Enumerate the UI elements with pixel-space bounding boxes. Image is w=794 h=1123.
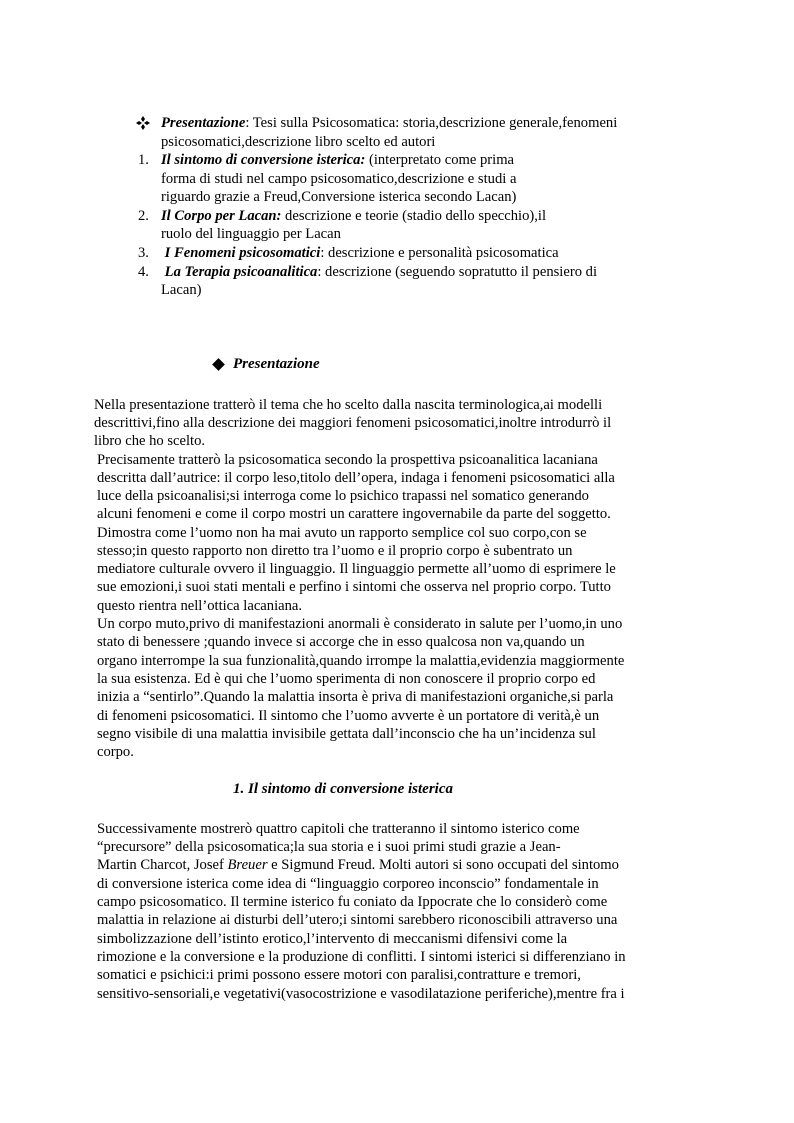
- toc-item-3-rest: : descrizione e personalità psicosomatica: [320, 245, 559, 261]
- names-part-c: e Sigmund Freud. Molti autori si sono occupati del sintomo: [267, 857, 619, 873]
- paragraph-line: sensitivo-sensoriali,e vegetativi(vasocostrizione e vasodilatazione periferiche),mentre fra i: [97, 986, 625, 1002]
- toc-item-1-label: Il sintomo di conversione isterica:: [161, 152, 366, 168]
- paragraph-line: somatici e psichici:i primi possono essere motori con paralisi,contratture e tremori,: [97, 967, 581, 983]
- paragraph-line: “precursore” della psicosomatica;la sua storia e i suoi primi studi grazie a Jean-: [97, 839, 561, 855]
- presentazione-heading: Presentazione: [233, 356, 320, 372]
- paragraph-line: Un corpo muto,privo di manifestazioni anormali è considerato in salute per l’uomo,in uno: [97, 616, 623, 632]
- four-diamond-bullet-icon: [136, 116, 150, 130]
- paragraph-line: descrittivi,fino alla descrizione dei maggiori fenomeni psicosomatici,inoltre introdurrò il: [94, 415, 612, 431]
- toc-item-3-label: I Fenomeni psicosomatici: [164, 245, 321, 261]
- toc-item-2-label: Il Corpo per Lacan:: [161, 208, 282, 224]
- toc-item-1-rest: (interpretato come prima: [365, 152, 515, 168]
- toc-item-2-rest: descrizione e teorie (stadio dello specchio),il: [281, 208, 547, 224]
- paragraph-line: questo rientra nell’ottica lacaniana.: [97, 598, 303, 614]
- paragraph-line: alcuni fenomeni e come il corpo mostri un carattere ingovernabile da parte del soggetto.: [97, 506, 611, 522]
- toc-item-4-label: La Terapia psicoanalitica: [164, 264, 318, 280]
- toc-item-4: [161, 263, 597, 282]
- toc-item-3: [161, 244, 559, 263]
- toc-intro-line2: psicosomatici,descrizione libro scelto ed autori: [161, 134, 436, 150]
- paragraph-line: simbolizzazione dell’istinto erotico,l’intervento di meccanismi difensivi come la: [97, 931, 568, 947]
- paragraph-line: campo psicosomatico. Il termine isterico fu coniato da Ippocrate che lo considerò come: [97, 894, 608, 910]
- toc-item-1-line3: riguardo grazie a Freud,Conversione isterica secondo Lacan): [161, 189, 517, 205]
- toc-item-4-rest: : descrizione (seguendo sopratutto il pensiero di: [317, 264, 597, 280]
- paragraph-line: di fenomeni psicosomatici. Il sintomo che l’uomo avverte è un portatore di verità,è un: [97, 708, 600, 724]
- toc-item-2-line2: ruolo del linguaggio per Lacan: [161, 226, 341, 242]
- paragraph-line: di conversione isterica come idea di “linguaggio corporeo inconscio” fondamentale in: [97, 876, 599, 892]
- paragraph-line: inizia a “sentirlo”.Quando la malattia insorta è priva di manifestazioni organiche,si parla: [97, 689, 614, 705]
- paragraph-line: [97, 856, 619, 875]
- paragraph-line: mediatore culturale ovvero il linguaggio. Il linguaggio permette all’uomo di esprimere le: [97, 561, 616, 577]
- toc-item-1: [161, 151, 514, 170]
- paragraph-line: corpo.: [97, 744, 134, 760]
- diamond-bullet-icon: [212, 358, 225, 371]
- paragraph-line: Nella presentazione tratterò il tema che ho scelto dalla nascita terminologica,ai modelli: [94, 397, 603, 413]
- toc-item-4-line2: Lacan): [161, 282, 202, 298]
- paragraph-line: libro che ho scelto.: [94, 433, 206, 449]
- paragraph-line: segno visibile di una malattia invisibile gettata dall’inconscio che ha un’incidenza sul: [97, 726, 596, 742]
- paragraph-line: rimozione e la conversione e la produzione di conflitti. I sintomi isterici si differenziano in: [97, 949, 626, 965]
- names-breuer: Breuer: [227, 857, 268, 873]
- toc-intro-label: Presentazione: [161, 115, 246, 131]
- paragraph-line: la sua esistenza. Ed è qui che l’uomo sperimenta di non conoscere il proprio corpo ed: [97, 671, 596, 687]
- toc-intro-line: [161, 114, 617, 133]
- paragraph-line: sue emozioni,i suoi stati mentali e perfino i sintomi che osserva nel proprio corpo. Tutto: [97, 579, 611, 595]
- paragraph-line: Dimostra come l’uomo non ha mai avuto un rapporto semplice col suo corpo,con se: [97, 525, 587, 541]
- paragraph-line: organo interrompe la sua funzionalità,quando irrompe la malattia,evidenzia maggiormente: [97, 653, 625, 669]
- toc-item-1-line2: forma di studi nel campo psicosomatico,descrizione e studi a: [161, 171, 517, 187]
- paragraph-line: luce della psicoanalisi;si interroga come lo psichico trapassi nel somatico generando: [97, 488, 589, 504]
- toc-intro-rest: : Tesi sulla Psicosomatica: storia,descrizione generale,fenomeni: [245, 115, 618, 131]
- paragraph-line: Successivamente mostrerò quattro capitoli che tratteranno il sintomo isterico come: [97, 821, 580, 837]
- toc-item-4-number: 4.: [138, 264, 149, 280]
- paragraph-line: descritta dall’autrice: il corpo leso,titolo dell’opera, indaga i fenomeni psicosomatici alla: [97, 470, 615, 486]
- toc-item-2: [161, 207, 546, 226]
- names-part-a: Martin Charcot, Josef: [97, 857, 228, 873]
- paragraph-line: stato di benessere ;quando invece si accorge che in esso qualcosa non va,quando un: [97, 634, 585, 650]
- toc-item-1-number: 1.: [138, 152, 149, 168]
- sintomo-heading: 1. Il sintomo di conversione isterica: [233, 781, 454, 797]
- paragraph-line: stesso;in questo rapporto non diretto tra l’uomo e il proprio corpo è subentrato un: [97, 543, 573, 559]
- toc-item-3-number: 3.: [138, 245, 149, 261]
- paragraph-line: Precisamente tratterò la psicosomatica secondo la prospettiva psicoanalitica lacaniana: [97, 452, 598, 468]
- paragraph-line: malattia in relazione ai disturbi dell’utero;i sintomi sarebbero riconoscibili attraverso una: [97, 912, 618, 928]
- toc-item-2-number: 2.: [138, 208, 149, 224]
